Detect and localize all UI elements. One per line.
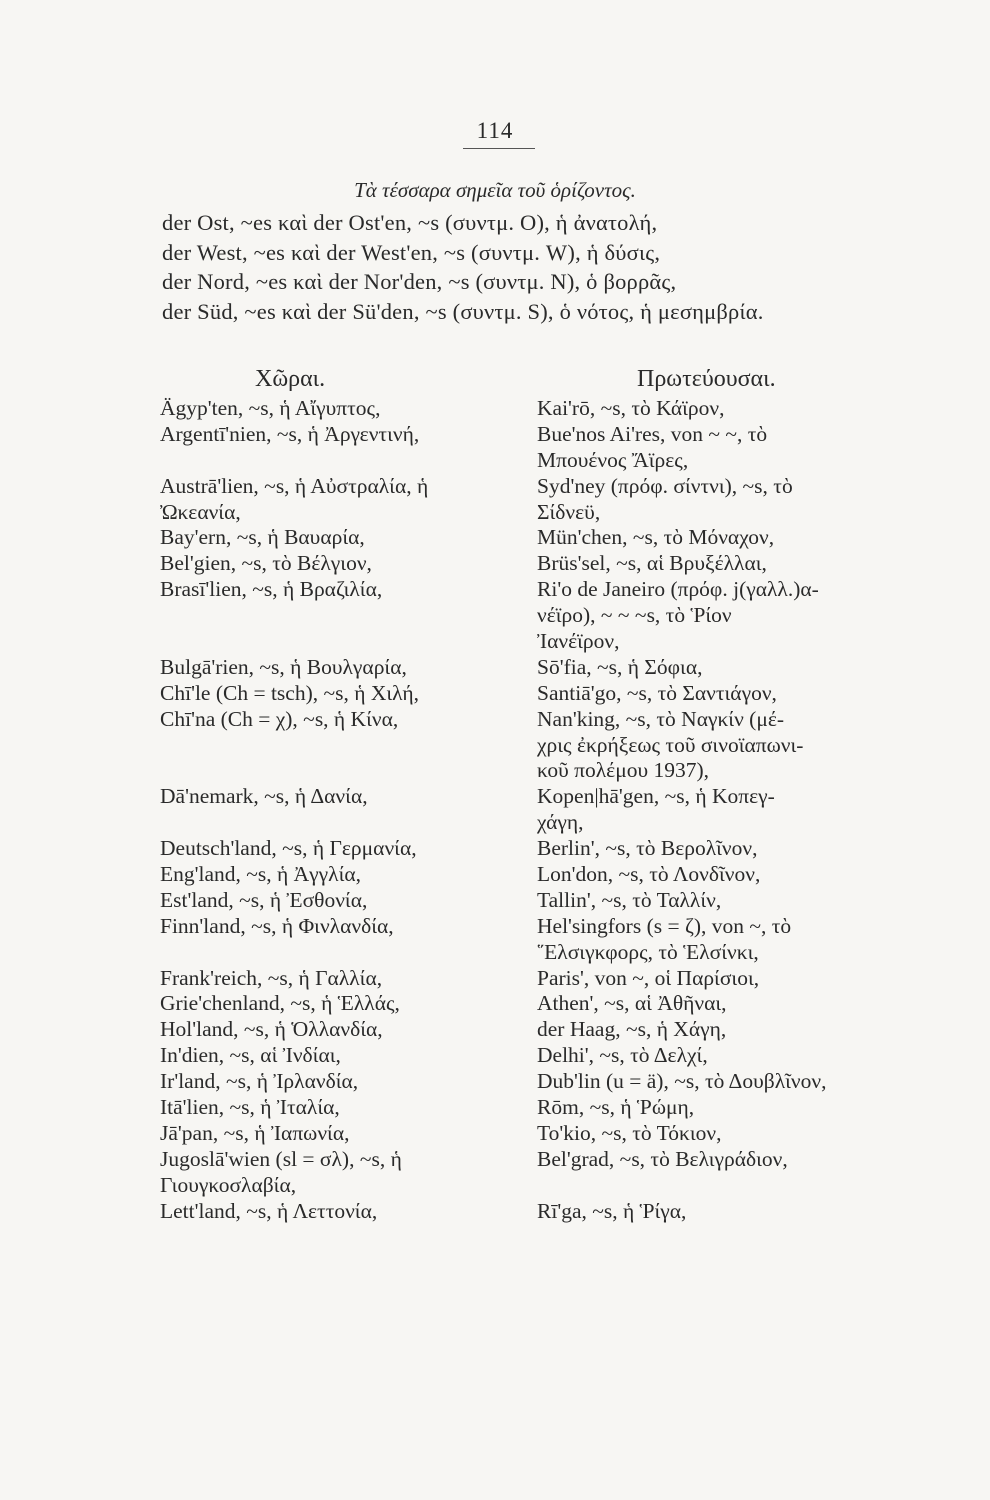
entry-line: To'kio, ~s, τὸ Τόκιον,	[537, 1120, 722, 1145]
entry-line: Paris', von ~, οἱ Παρίσιοι,	[537, 965, 760, 990]
entry-line	[160, 733, 500, 759]
entry-line: Delhi', ~s, τὸ Δελχί,	[537, 1043, 708, 1068]
entry-line: In'dien, ~s, αἱ Ἰνδίαι,	[160, 1043, 341, 1068]
entry-line	[160, 758, 500, 784]
entry-line: Bel'grad, ~s, τὸ Βελιγράδιον,	[537, 1146, 788, 1171]
entry-line: Lon'don, ~s, τὸ Λονδῖνον,	[537, 862, 761, 887]
entry-line: Μπουένος Ἄϊρες,	[537, 447, 689, 472]
entry-line: Bay'ern, ~s, ἡ Βαυαρία,	[160, 525, 365, 550]
entry-line: Itā'lien, ~s, ἡ Ἰταλία,	[160, 1095, 340, 1120]
entry-line: Grie'chenland, ~s, ἡ Ἑλλάς,	[160, 991, 400, 1016]
entry-line: Deutsch'land, ~s, ἡ Γερμανία,	[160, 836, 417, 861]
entry-line: Chī'na (Ch = χ), ~s, ἡ Κίνα,	[160, 706, 399, 731]
entry-line	[160, 603, 500, 629]
entry-line: Ri'o de Janeiro (πρόφ. j(γαλλ.)α-	[537, 577, 819, 602]
direction-line: der Süd, ~es καὶ der Sü'den, ~s (συντμ. S), ὁ νότος, ἡ μεσημβρία.	[162, 298, 764, 324]
capitals-column-heading: Πρωτεύουσαι.	[637, 366, 776, 392]
entry-line: Eng'land, ~s, ἡ Ἀγγλία,	[160, 862, 362, 887]
entry-line: Finn'land, ~s, ἡ Φινλανδία,	[160, 913, 394, 938]
entry-line: Hel'singfors (s = ζ), von ~, τὸ	[537, 913, 792, 938]
entry-line: χάγη,	[537, 810, 584, 835]
entry-line: Σίδνεϋ,	[537, 499, 601, 524]
entry-line: Austrā'lien, ~s, ἡ Αὐστραλία, ἡ	[160, 473, 429, 498]
countries-column-heading: Χῶραι.	[255, 366, 326, 392]
entry-line: Syd'ney (πρόφ. σίντνι), ~s, τὸ	[537, 473, 793, 498]
entry-line	[160, 940, 500, 966]
section-heading: Τὰ τέσσαρα σημεῖα τοῦ ὁρίζοντος.	[354, 178, 636, 202]
entry-line: Ἰανέϊρον,	[537, 629, 620, 654]
entry-line: Est'land, ~s, ἡ Ἐσθονία,	[160, 887, 368, 912]
entry-line: Mün'chen, ~s, τὸ Μόναχον,	[537, 525, 775, 550]
entry-line: Brasī'lien, ~s, ἡ Βραζιλία,	[160, 577, 383, 602]
directions-list	[162, 208, 902, 326]
entry-line: Ὠκεανία,	[160, 499, 241, 524]
entry-line: κοῦ πολέμου 1937),	[537, 758, 710, 783]
entry-line: Dub'lin (u = ä), ~s, τὸ Δουβλῖνον,	[537, 1069, 827, 1094]
entry-line: Chī'le (Ch = tsch), ~s, ἡ Χιλή,	[160, 680, 420, 705]
entry-line: νέϊρο), ~ ~ ~s, τὸ Ῥίον	[537, 603, 732, 628]
entry-line	[160, 448, 500, 474]
entry-line: Lett'land, ~s, ἡ Λεττονία,	[160, 1198, 378, 1223]
entry-line: Argentī'nien, ~s, ἡ Ἀργεντινή,	[160, 421, 420, 446]
entry-line: Brüs'sel, ~s, αἱ Βρυξέλλαι,	[537, 551, 767, 576]
capitals-column	[537, 396, 897, 1225]
entry-line: Tallin', ~s, τὸ Ταλλίν,	[537, 887, 722, 912]
entry-line: der Haag, ~s, ἡ Χάγη,	[537, 1017, 727, 1042]
direction-line: der West, ~es καὶ der West'en, ~s (συντμ. W), ἡ δύσις,	[162, 239, 661, 265]
entry-line: Dā'nemark, ~s, ἡ Δανία,	[160, 784, 368, 809]
entry-line: Jugoslā'wien (sl = σλ), ~s, ἡ	[160, 1146, 402, 1171]
entry-line: Hol'land, ~s, ἡ Ὁλλανδία,	[160, 1017, 383, 1042]
entry-line: Nan'king, ~s, τὸ Ναγκίν (μέ-	[537, 706, 785, 731]
direction-line: der Nord, ~es καὶ der Nor'den, ~s (συντμ. N), ὁ βορρᾶς,	[162, 269, 677, 295]
entry-line: Berlin', ~s, τὸ Βερολῖνον,	[537, 836, 758, 861]
page-number-rule	[463, 148, 535, 149]
page-number: 114	[476, 118, 514, 143]
entry-line: ῞Ελσιγκφορς, τὸ Ἑλσίνκι,	[537, 939, 759, 964]
entry-line: Bel'gien, ~s, τὸ Βέλγιον,	[160, 551, 372, 576]
entry-line: Sō'fia, ~s, ἡ Σόφια,	[537, 654, 703, 679]
entry-line	[537, 1173, 897, 1199]
entry-line: Ir'land, ~s, ἡ Ἰρλανδία,	[160, 1069, 359, 1094]
countries-column	[160, 396, 500, 1225]
entry-line: Γιουγκοσλαβία,	[160, 1172, 297, 1197]
entry-line	[160, 810, 500, 836]
entry-line: χρις ἐκρήξεως τοῦ σινοϊαπωνι-	[537, 732, 804, 757]
entry-line: Bulgā'rien, ~s, ἡ Βουλγαρία,	[160, 654, 407, 679]
entry-line: Bue'nos Ai'res, von ~ ~, τὸ	[537, 421, 768, 446]
entry-line: Kai'rō, ~s, τὸ Κάϊρον,	[537, 396, 725, 420]
entry-line: Kopen|hā'gen, ~s, ἡ Κοπεγ-	[537, 784, 775, 809]
entry-line: Ägyp'ten, ~s, ἡ Αἴγυπτος,	[160, 396, 381, 420]
entry-line: Jā'pan, ~s, ἡ Ἰαπωνία,	[160, 1120, 350, 1145]
entry-line: Rōm, ~s, ἡ Ῥώμη,	[537, 1095, 695, 1120]
entry-line: Rī'ga, ~s, ἡ Ῥίγα,	[537, 1198, 687, 1223]
entry-line: Santiā'go, ~s, τὸ Σαντιάγον,	[537, 680, 777, 705]
entry-line: Frank'reich, ~s, ἡ Γαλλία,	[160, 965, 383, 990]
entry-line	[160, 629, 500, 655]
direction-line: der Ost, ~es καὶ der Ost'en, ~s (συντμ. O), ἡ ἀνατολή,	[162, 210, 658, 235]
entry-line: Athen', ~s, αἱ Ἀθῆναι,	[537, 991, 727, 1016]
